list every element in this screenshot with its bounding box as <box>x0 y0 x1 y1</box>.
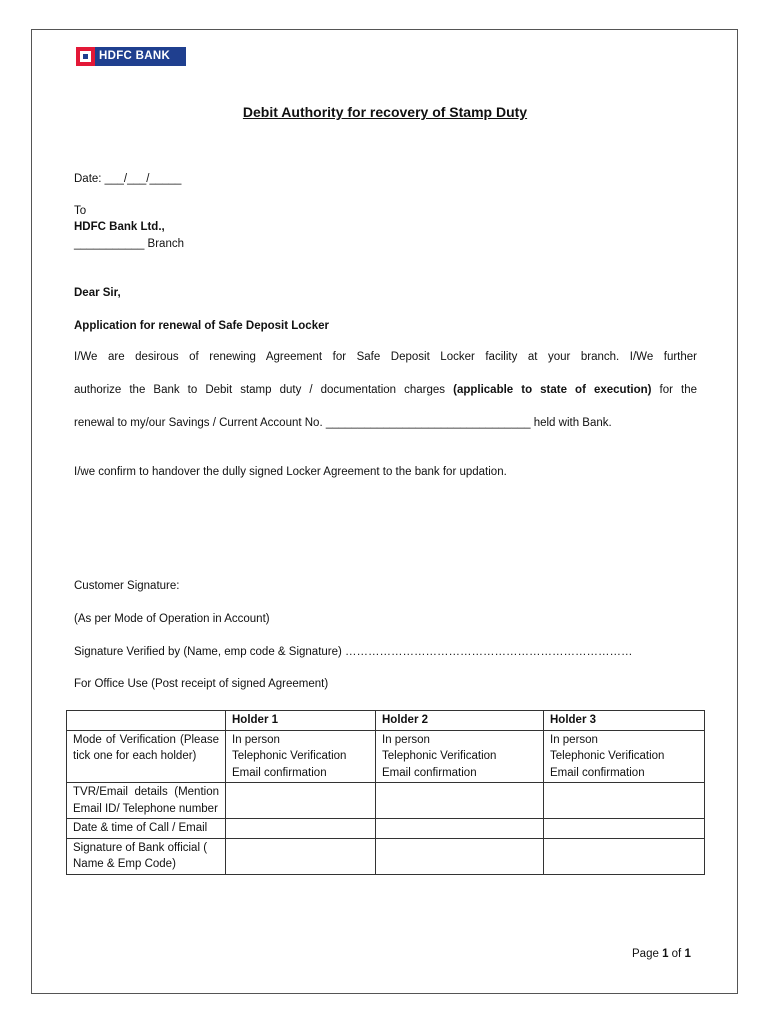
customer-signature-label: Customer Signature: <box>74 580 180 592</box>
table-row <box>67 838 705 874</box>
table-header-blank <box>67 711 226 731</box>
holder-3-tvr-cell <box>544 783 705 819</box>
holder-2-signature-cell <box>376 838 544 874</box>
body-line-2-bold: (applicable to state of execution) <box>453 384 652 396</box>
table-row <box>67 819 705 839</box>
body-line-1: I/We are desirous of renewing Agreement for Safe Deposit Locker facility at your branch. I/We further <box>74 351 697 363</box>
body-line-3: renewal to my/our Savings / Current Account No. ________________________________ held with Bank. <box>74 417 612 429</box>
holder-2-date-cell <box>376 819 544 839</box>
table-header-holder-1: Holder 1 <box>226 711 376 731</box>
salutation: Dear Sir, <box>74 287 121 299</box>
holder-1-tvr-cell <box>226 783 376 819</box>
holder-3-verification-options: In person Telephonic Verification Email confirmation <box>544 730 705 783</box>
signature-verified-line: Signature Verified by (Name, emp code & Signature) ………………………………………………………………… <box>74 646 633 658</box>
body-line-2: authorize the Bank to Debit stamp duty / documentation charges (applicable to state of execution) for the <box>74 384 698 396</box>
holder-2-verification-options: In person Telephonic Verification Email confirmation <box>376 730 544 783</box>
holder-3-date-cell <box>544 819 705 839</box>
row-label-date-time: Date & time of Call / Email <box>67 819 226 839</box>
table-header-holder-3: Holder 3 <box>544 711 705 731</box>
row-label-tvr-email: TVR/Email details (Mention Email ID/ Telephone number <box>67 783 226 819</box>
body-paragraph-2: I/we confirm to handover the dully signed Locker Agreement to the bank for updation. <box>74 466 507 478</box>
holder-1-signature-cell <box>226 838 376 874</box>
holder-1-date-cell <box>226 819 376 839</box>
holder-2-tvr-cell <box>376 783 544 819</box>
address-branch: ___________ Branch <box>74 238 184 250</box>
row-label-bank-official-signature: Signature of Bank official ( Name & Emp Code) <box>67 838 226 874</box>
document-title: Debit Authority for recovery of Stamp Duty <box>242 104 528 120</box>
subject: Application for renewal of Safe Deposit Locker <box>74 320 329 332</box>
row-label-mode-of-verification: Mode of Verification (Please tick one for each holder) <box>67 730 226 783</box>
verification-table <box>66 710 705 875</box>
table-header-holder-2: Holder 2 <box>376 711 544 731</box>
holder-3-signature-cell <box>544 838 705 874</box>
mode-of-operation-note: (As per Mode of Operation in Account) <box>74 613 270 625</box>
address-bank: HDFC Bank Ltd., <box>74 221 165 233</box>
date-line: Date: ___/___/_____ <box>74 173 182 185</box>
holder-1-verification-options: In person Telephonic Verification Email confirmation <box>226 730 376 783</box>
address-to: To <box>74 205 87 217</box>
table-row <box>67 730 705 783</box>
office-use-label: For Office Use (Post receipt of signed Agreement) <box>74 678 329 690</box>
hdfc-logo <box>76 47 186 66</box>
table-row <box>67 783 705 819</box>
page-number: Page 1 of 1 <box>632 948 691 960</box>
logo-text: HDFC BANK <box>95 47 186 66</box>
hdfc-logo-mark-icon <box>76 47 95 66</box>
table-header-row <box>67 711 705 731</box>
